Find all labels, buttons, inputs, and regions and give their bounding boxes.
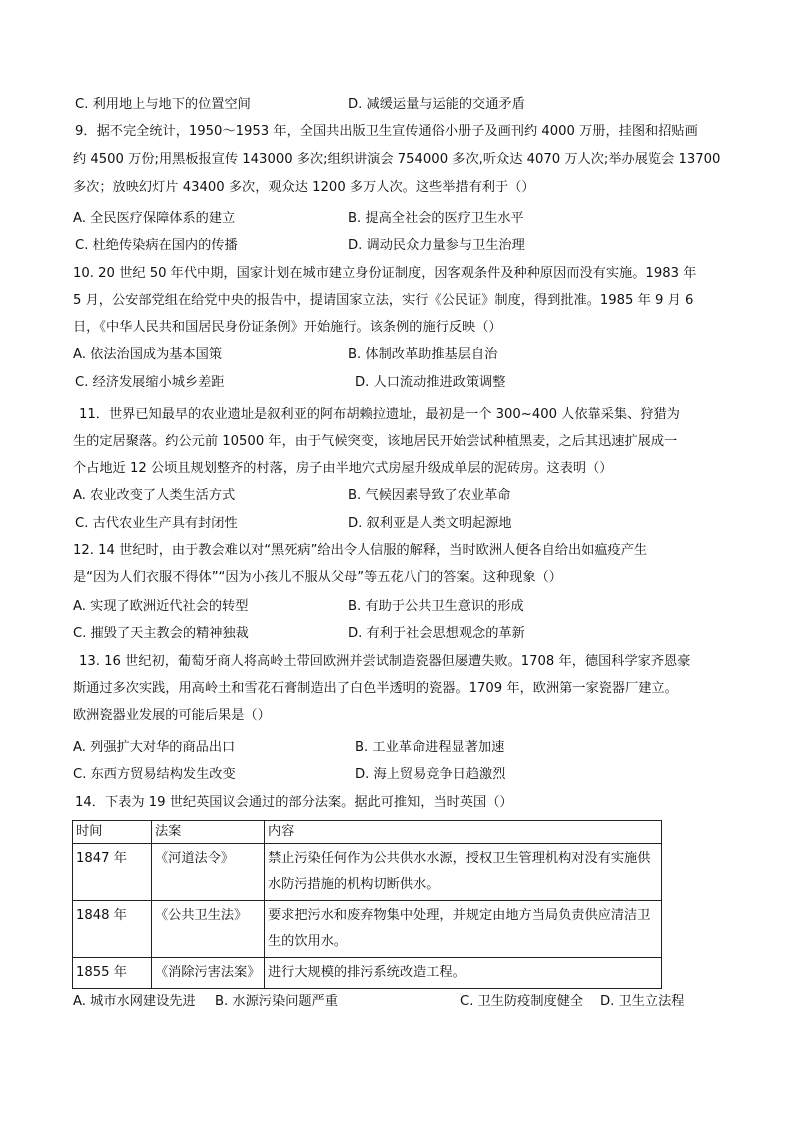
q12-option-b: B. 有助于公共卫生意识的形成 <box>348 599 524 614</box>
q11-option-b: B. 气候因素导致了农业革命 <box>348 488 511 503</box>
q14-option-c: C. 卫生防疫制度健全 <box>460 994 584 1009</box>
q9-stem-line-3: 多次；放映幻灯片 43400 多次，观众达 1200 多万人次。这些举措有利于（） <box>73 180 535 195</box>
q10-stem-line-1: 10. 20 世纪 50 年代中期，国家计划在城市建立身份证制度，因客观条件及种种原因而没有实施。1983 年 <box>73 266 697 281</box>
q11-stem-line-1: 11．世界已知最早的农业遗址是叙利亚的阿布胡赖拉遗址，最初是一个 300~400 人依靠采集、狩猎为 <box>79 407 680 422</box>
q13-option-b: B. 工业革命进程显著加速 <box>355 740 505 755</box>
q9-option-c: C. 杜绝传染病在国内的传播 <box>75 238 238 253</box>
q11-stem-line-3: 个占地近 12 公顷且规划整齐的村落，房子由半地穴式房屋升级成单层的泥砖房。这表明（） <box>73 461 613 476</box>
q14-stem: 14．下表为 19 世纪英国议会通过的部分法案。据此可推知，当时英国（） <box>75 795 513 810</box>
row-year: 1848 年 <box>73 901 152 958</box>
q14-option-a: A. 城市水网建设先进 <box>73 994 196 1009</box>
q10-option-b: B. 体制改革助推基层自治 <box>348 347 498 362</box>
q13-option-c: C. 东西方贸易结构发生改变 <box>73 767 236 782</box>
q12-option-c: C. 摧毁了天主教会的精神独裁 <box>73 626 249 641</box>
q10-option-c: C. 经济发展缩小城乡差距 <box>75 375 225 390</box>
table-row <box>73 901 662 958</box>
header-content: 内容 <box>265 821 662 844</box>
q10-option-d: D. 人口流动推进政策调整 <box>355 375 506 390</box>
table-header-row <box>73 821 662 844</box>
q10-option-a: A. 依法治国成为基本国策 <box>73 347 223 362</box>
q14-option-b: B. 水源污染问题严重 <box>215 994 338 1009</box>
q11-option-d: D. 叙利亚是人类文明起源地 <box>348 516 512 531</box>
row-year: 1847 年 <box>73 844 152 901</box>
q13-option-a: A. 列强扩大对华的商品出口 <box>73 740 236 755</box>
q10-stem-line-3: 日，《中华人民共和国居民身份证条例》开始施行。该条例的施行反映（） <box>73 320 502 335</box>
q11-stem-line-2: 生的定居聚落。约公元前 10500 年，由于气候突变，该地居民开始尝试种植黑麦，之后其迅速扩展成一 <box>73 434 678 449</box>
q13-stem-line-3: 欧洲瓷器业发展的可能后果是（） <box>73 708 271 723</box>
q10-stem-line-2: 5 月，公安部党组在给党中央的报告中，提请国家立法，实行《公民证》制度，得到批准。1985 年 9 月 6 <box>73 293 694 308</box>
row-content: 禁止污染任何作为公共供水水源，授权卫生管理机构对没有实施供水防污措施的机构切断供水。 <box>265 844 662 901</box>
q11-option-a: A. 农业改变了人类生活方式 <box>73 488 236 503</box>
q12-option-d: D. 有利于社会思想观念的革新 <box>348 626 525 641</box>
q12-option-a: A. 实现了欧洲近代社会的转型 <box>73 599 249 614</box>
row-act: 《消除污害法案》 <box>152 958 265 989</box>
row-act: 《河道法令》 <box>152 844 265 901</box>
row-content: 进行大规模的排污系统改造工程。 <box>265 958 662 989</box>
q11-option-c: C. 古代农业生产具有封闭性 <box>75 516 238 531</box>
row-year: 1855 年 <box>73 958 152 989</box>
q9-option-b: B. 提高全社会的医疗卫生水平 <box>348 211 524 226</box>
q12-stem-line-1: 12. 14 世纪时，由于教会难以对“黑死病”给出令人信服的解释，当时欧洲人便各自给出如瘟疫产生 <box>73 543 648 558</box>
header-time: 时间 <box>73 821 152 844</box>
q13-option-d: D. 海上贸易竞争日趋激烈 <box>355 767 506 782</box>
q13-stem-line-2: 斯通过多次实践，用高岭土和雪花石膏制造出了白色半透明的瓷器。1709 年，欧洲第一家瓷器厂建立。 <box>73 681 678 696</box>
q9-option-d: D. 调动民众力量参与卫生治理 <box>348 238 525 253</box>
table-row <box>73 958 662 989</box>
q9-stem-line-2: 约 4500 万份;用黑板报宣传 143000 多次;组织讲演会 754000 多次,听众达 4070 万人次;举办展览会 13700 <box>73 152 721 167</box>
table-row <box>73 844 662 901</box>
q14-acts-table <box>72 820 662 989</box>
q9-option-a: A. 全民医疗保障体系的建立 <box>73 211 236 226</box>
q9-stem-line-1: 9．据不完全统计，1950～1953 年，全国共出版卫生宣传通俗小册子及画刊约 4000 万册，挂图和招贴画 <box>75 124 698 139</box>
q8-option-d: D. 减缓运量与运能的交通矛盾 <box>348 97 525 112</box>
q8-option-c: C. 利用地上与地下的位置空间 <box>75 97 251 112</box>
row-act: 《公共卫生法》 <box>152 901 265 958</box>
row-content: 要求把污水和废弃物集中处理，并规定由地方当局负责供应清洁卫生的饮用水。 <box>265 901 662 958</box>
header-act: 法案 <box>152 821 265 844</box>
q13-stem-line-1: 13. 16 世纪初，葡萄牙商人将高岭土带回欧洲并尝试制造瓷器但屡遭失败。1708 年，德国科学家齐恩豪 <box>79 654 691 669</box>
q12-stem-line-2: 是“因为人们衣服不得体”“因为小孩儿不服从父母”等五花八门的答案。这种现象（） <box>73 570 562 585</box>
q14-option-d: D. 卫生立法程 <box>600 994 685 1009</box>
